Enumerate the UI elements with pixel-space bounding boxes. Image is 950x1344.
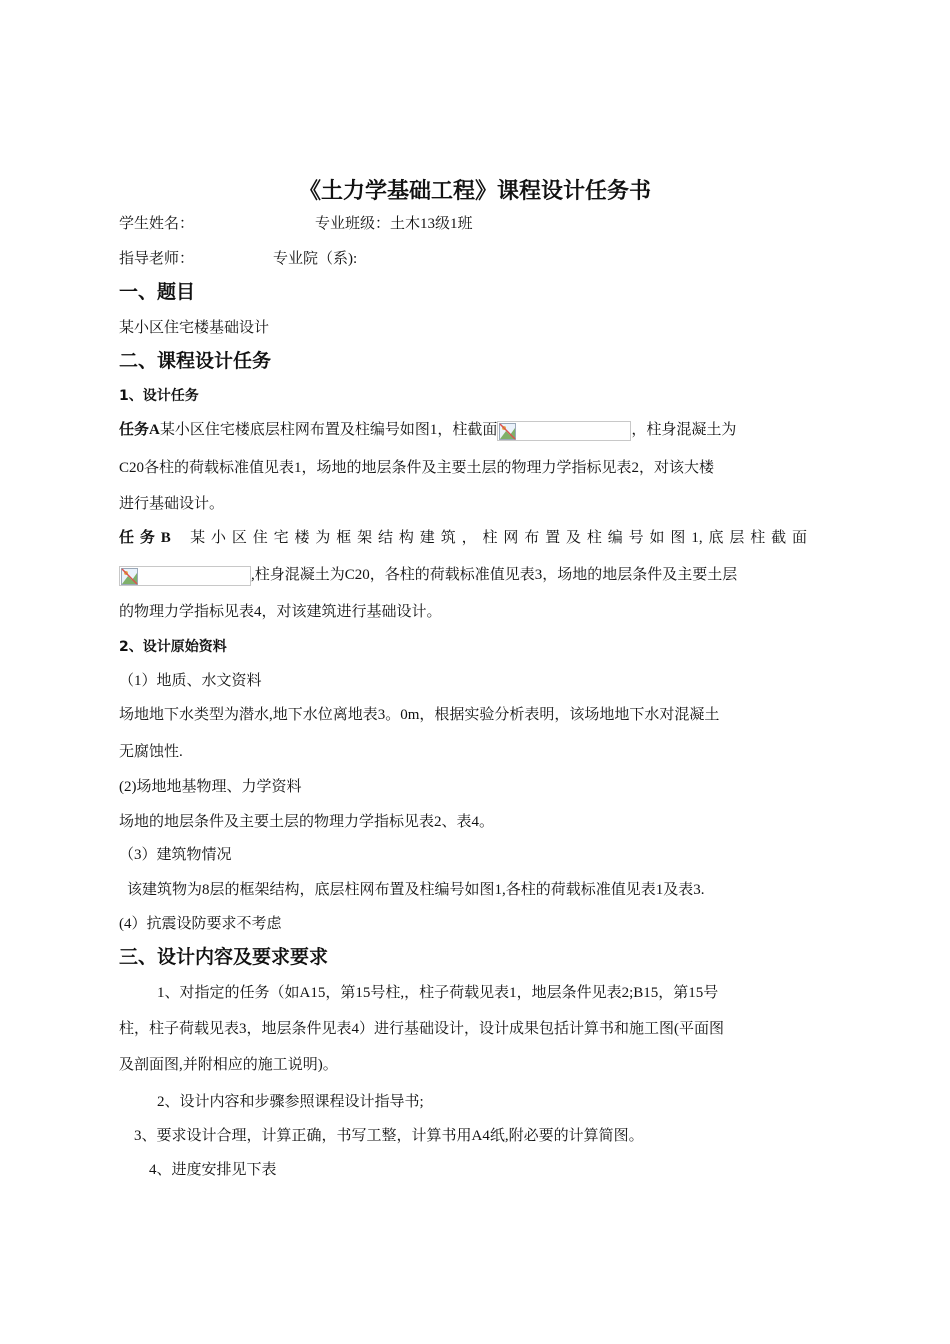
section-1-body: 某小区住宅楼基础设计 [119, 320, 270, 336]
subsection-design-task: 1、设计任务 [119, 388, 199, 404]
task-b-line-1 [119, 528, 807, 548]
requirement-1-line-3: 及剖面图,并附相应的施工说明)。 [119, 1057, 338, 1073]
geology-line-2: 无腐蚀性. [119, 744, 183, 760]
broken-image-icon [497, 421, 631, 441]
requirement-4: 4、进度安排见下表 [149, 1162, 277, 1178]
teacher-label: 指导老师： [119, 251, 195, 267]
task-b-text: 某小区住宅楼为框架结构建筑，柱网布置及柱编号如图1,底层柱截面 [190, 530, 807, 546]
requirement-1-line-2: 柱，柱子荷载见表3，地层条件见表4）进行基础设计，设计成果包括计算书和施工图(平面图 [119, 1021, 724, 1037]
section-3-heading: 三、设计内容及要求要求 [119, 946, 329, 968]
building-line-1: 该建筑物为8层的框架结构，底层柱网布置及柱编号如图1,各柱的荷载标准值见表1及表3. [127, 882, 705, 898]
department-label: 专业院（系): [273, 251, 358, 267]
task-a-line-2: C20各柱的荷载标准值见表1，场地的地层条件及主要土层的物理力学指标见表2，对该大楼 [119, 460, 715, 476]
geology-heading: （1）地质、水文资料 [119, 673, 262, 689]
subsection-raw-data: 2、设计原始资料 [119, 639, 227, 655]
building-heading: （3）建筑物情况 [119, 847, 232, 863]
task-b-text-2: ,柱身混凝土为C20，各柱的荷载标准值见表3，场地的地层条件及主要土层 [251, 567, 738, 583]
task-b-line-2 [119, 565, 737, 586]
task-a-label: 任务A [119, 422, 160, 438]
task-b-line-3: 的物理力学指标见表4，对该建筑进行基础设计。 [119, 604, 442, 620]
foundation-heading: (2)场地地基物理、力学资料 [119, 779, 302, 795]
requirement-3: 3、要求设计合理，计算正确，书写工整，计算书用A4纸,附必要的计算简图。 [134, 1128, 644, 1144]
requirement-1-line-1: 1、对指定的任务（如A15，第15号柱,，柱子荷载见表1，地层条件见表2;B15，第15号 [157, 985, 719, 1001]
section-2-heading: 二、课程设计任务 [119, 350, 272, 372]
requirement-2: 2、设计内容和步骤参照课程设计指导书; [157, 1094, 424, 1110]
task-a-line-3: 进行基础设计。 [119, 496, 225, 512]
task-a-text-2: ，柱身混凝土为 [631, 422, 737, 438]
student-name-label: 学生姓名： [119, 216, 195, 232]
class-label: 专业班级：土木13级1班 [315, 216, 473, 232]
section-1-heading: 一、题目 [119, 281, 196, 303]
page-title: 《土力学基础工程》课程设计任务书 [298, 179, 651, 204]
foundation-line-1: 场地的地层条件及主要土层的物理力学指标见表2、表4。 [119, 814, 495, 830]
task-a-text: 某小区住宅楼底层柱网布置及柱编号如图1，柱截面 [159, 422, 498, 438]
task-b-label: 任务B [119, 530, 171, 546]
seismic-heading: (4）抗震设防要求不考虑 [119, 916, 282, 932]
broken-image-icon [119, 566, 251, 586]
task-a-line-1 [119, 420, 736, 441]
geology-line-1: 场地地下水类型为潜水,地下水位离地表3。0m，根据实验分析表明，该场地地下水对混凝土 [119, 707, 720, 723]
